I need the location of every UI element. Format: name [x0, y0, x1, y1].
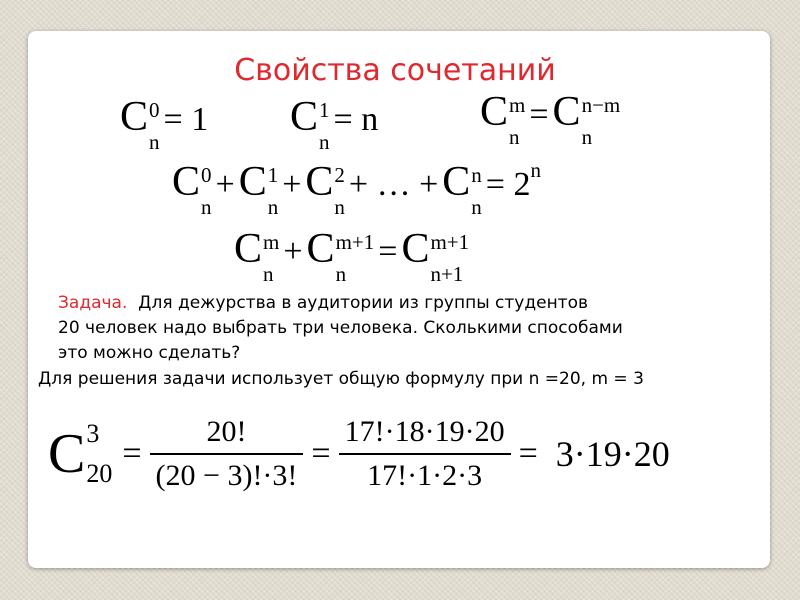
subscript: n: [319, 130, 330, 155]
c-symbol: C: [238, 159, 267, 205]
task-text: Для дежурства в аудитории из группы студентов: [138, 293, 589, 313]
superscript: 1: [319, 98, 330, 123]
equals: =: [518, 435, 538, 472]
superscript: m+1: [430, 230, 470, 255]
superscript: m: [263, 230, 280, 255]
superscript: 0: [149, 98, 160, 123]
superscript: 1: [267, 163, 279, 188]
formula-sum: [172, 158, 541, 220]
subscript: n: [267, 195, 279, 220]
equals: =: [529, 96, 549, 133]
superscript: n: [530, 158, 541, 182]
formula-c-n-0: [120, 93, 209, 155]
subscript: n: [335, 262, 347, 287]
result: 3·19·20: [555, 434, 670, 474]
plus: +: [282, 166, 302, 203]
formula-pascal: [234, 225, 470, 287]
task-line-3: это можно сделать?: [58, 343, 241, 363]
superscript: n: [471, 163, 482, 188]
task-line-2: 20 человек надо выбрать три человека. Сколькими способами: [58, 318, 623, 338]
c-symbol: C: [480, 89, 509, 135]
c-symbol: C: [552, 89, 581, 135]
c-symbol: C: [442, 159, 471, 205]
subscript: 20: [86, 459, 113, 488]
subscript: n: [263, 262, 274, 287]
equals: =: [311, 435, 331, 472]
subscript: n: [509, 125, 520, 150]
rhs: = n: [333, 101, 379, 138]
subscript: n: [471, 195, 482, 220]
equals: =: [378, 233, 398, 270]
c-symbol: C: [234, 226, 263, 272]
solution-text: Для решения задачи использует общую формулу при n =20, m = 3: [38, 369, 644, 389]
fraction-1-numerator: 20!: [206, 415, 247, 448]
plus: +: [215, 166, 235, 203]
c-symbol: C: [305, 159, 334, 205]
superscript: m+1: [335, 230, 375, 255]
c-symbol: C: [172, 159, 201, 205]
rhs: = 2: [485, 166, 531, 203]
ellipsis: + … +: [348, 166, 439, 203]
superscript: 3: [86, 419, 100, 448]
c-symbol: C: [48, 423, 86, 485]
fraction-2-denominator: 17!·1·2·3: [367, 459, 483, 492]
superscript: m: [509, 93, 526, 118]
c-symbol: C: [306, 226, 335, 272]
calculation: [48, 415, 670, 493]
subscript: n: [149, 130, 160, 155]
fraction-1: [150, 415, 304, 493]
task-label: Задача.: [58, 293, 128, 313]
c-symbol: C: [401, 226, 430, 272]
rhs: = 1: [163, 101, 209, 138]
fraction-2: [339, 415, 511, 493]
superscript: n−m: [581, 93, 621, 118]
subscript: n: [334, 195, 345, 220]
fraction-2-numerator: 17!·18·19·20: [344, 415, 505, 448]
fraction-1-denominator: (20 − 3)!·3!: [155, 459, 298, 492]
formula-symmetry: [480, 88, 621, 150]
task-line-1: [58, 291, 623, 316]
superscript: 2: [334, 163, 345, 188]
subscript: n: [581, 125, 593, 150]
plus: +: [283, 233, 303, 270]
task-paragraph: [58, 291, 623, 366]
formula-c-n-1: [290, 93, 379, 155]
c-symbol: C: [290, 94, 319, 140]
superscript: 0: [201, 163, 212, 188]
slide: [28, 31, 770, 568]
slide-title: Свойства сочетаний: [234, 53, 556, 88]
c-symbol: C: [120, 94, 149, 140]
subscript: n: [201, 195, 212, 220]
equals: =: [122, 435, 142, 472]
subscript: n+1: [430, 262, 464, 287]
